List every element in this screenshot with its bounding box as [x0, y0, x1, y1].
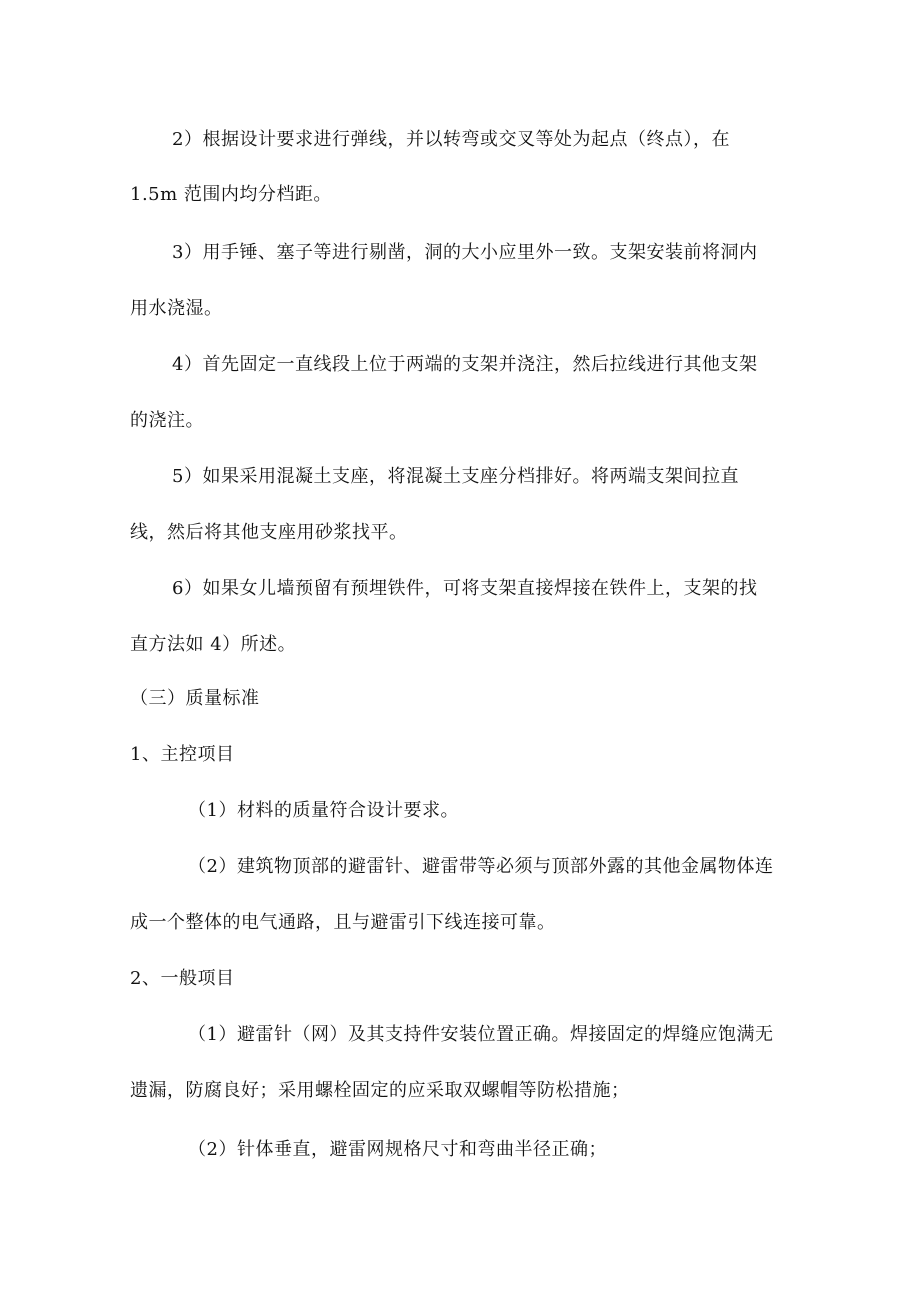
- paragraph-4-line-1: 4）首先固定一直线段上位于两端的支架并浇注，然后拉线进行其他支架: [172, 354, 758, 375]
- paragraph-6-line-1: 6）如果女儿墙预留有预埋铁件，可将支架直接焊接在铁件上，支架的找: [172, 578, 758, 599]
- general-item-2: （2）针体垂直，避雷网规格尺寸和弯曲半径正确；: [188, 1139, 607, 1160]
- section-heading: （三）质量标准: [130, 688, 260, 709]
- main-item-1: （1）材料的质量符合设计要求。: [188, 800, 459, 821]
- paragraph-2-line-2: 1.5m 范围内均分档距。: [130, 184, 332, 205]
- main-control-heading: 1、主控项目: [130, 744, 235, 765]
- paragraph-2-line-1: 2）根据设计要求进行弹线，并以转弯或交叉等处为起点（终点），在: [172, 129, 730, 150]
- general-heading: 2、一般项目: [130, 968, 235, 989]
- paragraph-5-line-1: 5）如果采用混凝土支座，将混凝土支座分档排好。将两端支架间拉直: [172, 466, 739, 487]
- paragraph-5-line-2: 线，然后将其他支座用砂浆找平。: [130, 522, 408, 543]
- paragraph-6-line-2: 直方法如 4）所述。: [130, 634, 297, 655]
- paragraph-3-line-1: 3）用手锤、塞子等进行剔凿，洞的大小应里外一致。支架安装前将洞内: [172, 242, 758, 263]
- general-item-1-line-2: 遗漏，防腐良好；采用螺栓固定的应采取双螺帽等防松措施；: [130, 1080, 630, 1101]
- general-item-1-line-1: （1）避雷针（网）及其支持件安装位置正确。焊接固定的焊缝应饱满无: [188, 1024, 774, 1045]
- paragraph-3-line-2: 用水浇湿。: [130, 298, 223, 319]
- main-item-2-line-2: 成一个整体的电气通路，且与避雷引下线连接可靠。: [130, 912, 556, 933]
- paragraph-4-line-2: 的浇注。: [130, 410, 204, 431]
- main-item-2-line-1: （2）建筑物顶部的避雷针、避雷带等必须与顶部外露的其他金属物体连: [188, 856, 774, 877]
